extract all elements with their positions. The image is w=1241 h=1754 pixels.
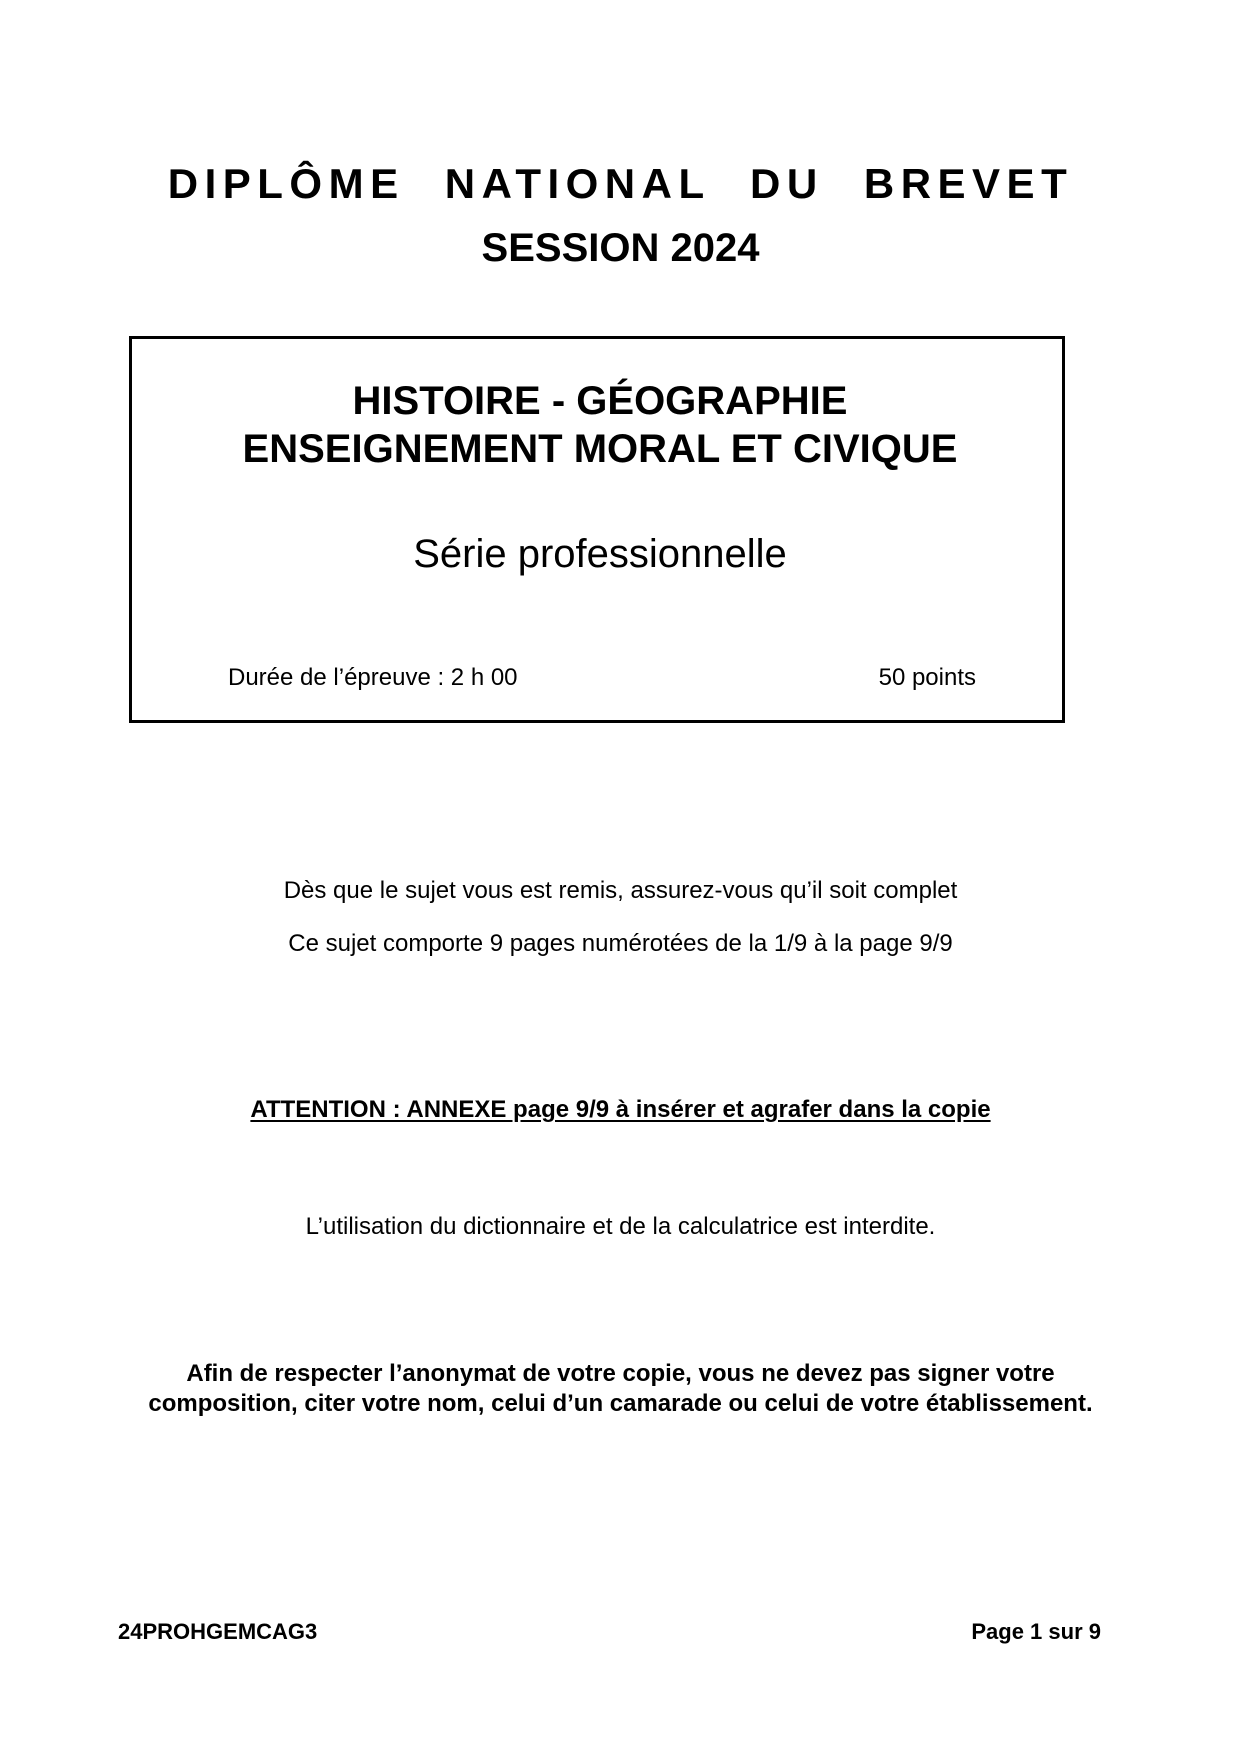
footer-subject-code: 24PROHGEMCAG3 [118, 1619, 318, 1644]
notice-check-complete: Dès que le sujet vous est remis, assurez-vous qu’il soit complet [283, 877, 958, 904]
subject-title-moral-civic: ENSEIGNEMENT MORAL ET CIVIQUE [242, 427, 958, 471]
diploma-title: DIPLÔME NATIONAL DU BREVET [167, 160, 1074, 207]
session-title: SESSION 2024 [481, 226, 760, 270]
series-label: Série professionnelle [413, 532, 787, 576]
notice-forbidden-tools: L’utilisation du dictionnaire et de la calculatrice est interdite. [305, 1213, 936, 1240]
attention-annex-notice: ATTENTION : ANNEXE page 9/9 à insérer et agrafer dans la copie [250, 1096, 991, 1123]
exam-points: 50 points [878, 664, 976, 691]
notice-page-count: Ce sujet comporte 9 pages numérotées de la 1/9 à la page 9/9 [288, 930, 953, 957]
subject-title-history-geography: HISTOIRE - GÉOGRAPHIE [352, 379, 848, 423]
exam-duration: Durée de l’épreuve : 2 h 00 [228, 664, 518, 691]
anonymity-notice-line-2: composition, citer votre nom, celui d’un camarade ou celui de votre établissement. [148, 1390, 1093, 1417]
subject-box [129, 336, 1065, 723]
footer-page-number: Page 1 sur 9 [971, 1619, 1101, 1644]
anonymity-notice-line-1: Afin de respecter l’anonymat de votre copie, vous ne devez pas signer votre [186, 1360, 1055, 1387]
